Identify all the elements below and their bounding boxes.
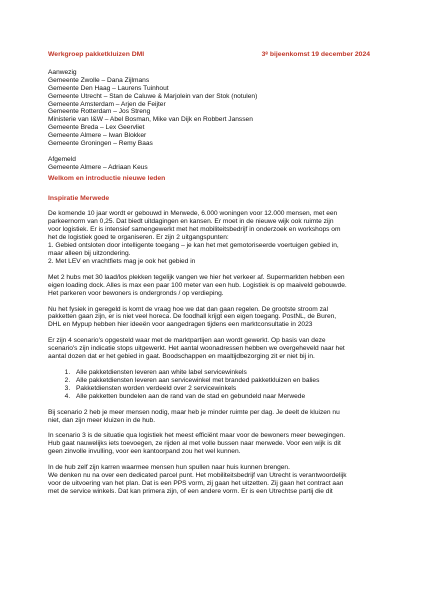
paragraph-line: eigen loading dock. Alles is max een paar 100 meter van een hub. Logistiek is op maaiveld gebouwde. (48, 281, 347, 289)
paragraph-line: De komende 10 jaar wordt er gebouwd in Merwede, 6.000 woningen voor 12.000 mensen, met een (48, 210, 338, 218)
attendee-line: Gemeente Groningen – Remy Baas (48, 140, 153, 148)
attendee-line: Gemeente Utrecht – Stan de Caluwe & Marjolein van der Stok (notulen) (48, 92, 258, 100)
paragraph-scenario-3 (48, 432, 380, 456)
list-item: 3. Pakketdiensten worden verdeeld over 2 servicewinkels (72, 385, 380, 393)
attendee-line: Gemeente Zwolle – Dana Zijlmans (48, 76, 150, 84)
paragraph-line: voor de uitvoering van het plan. Dat is een PPS vorm, zij gaan het uitzetten. Zij gaan het contract aan (48, 479, 344, 487)
paragraph-hubs (48, 274, 380, 298)
paragraph-line: 2. Met LEV en vrachtfiets mag je ook het gebied in (48, 257, 196, 265)
paragraph-line: geen zinvolle invulling, voor een kantoorpand zou het wel kunnen. (48, 448, 241, 456)
attendee-line: Gemeente Rotterdam – Jos Streng (48, 108, 151, 116)
attendee-line: Gemeente Den Haag – Laurens Tuinhout (48, 84, 169, 92)
paragraph-line: DHL en Mypup hebben hier ideeën voor aangedragen tijdens een marktconsultatie in 2023 (48, 321, 313, 329)
paragraph-line: parkeernorm van 0,25. Dat biedt uitdagingen en kansen. Er moet in de nieuwe wijk ook ruimte zijn (48, 218, 334, 226)
absent-block (48, 156, 380, 172)
list-item: 1. Alle pakketdiensten leveren aan white label servicewinkels (72, 369, 380, 377)
document-header (48, 51, 380, 59)
paragraph-line: het de logistiek goed te organiseren. Er zijn 2 uitgangspunten: (48, 234, 229, 242)
paragraph-line: met de service winkels. Dat kan primera zijn, of een andere vorm. Er is een Utrechtse partij die dit (48, 487, 333, 495)
paragraph-line: Nu het fysiek in geregeld is komt de vraag hoe we dat dan gaan regelen. De grootste stroom zal (48, 305, 329, 313)
paragraph-scenarios (48, 337, 380, 361)
scenario-list (48, 369, 380, 401)
list-item: 2. Alle pakketdiensten leveren aan servicewinkel met branded pakketkluizen en balies (72, 377, 380, 385)
attendees-block (48, 69, 380, 148)
absent-line: Gemeente Almere – Adriaan Keus (48, 163, 148, 171)
document-content (48, 51, 380, 496)
paragraph-line: We denken nu na over een dedicated parcel punt. Het mobiliteitsbedrijf van Utrecht is verantwoordelijk (48, 472, 347, 480)
paragraph-line: Bij scenario 2 heb je meer mensen nodig, maar heb je minder ruimte per dag. Je deelt de kluizen nu (48, 408, 340, 416)
paragraph-line: In scenario 3 is de situatie qua logistiek het meest efficiënt maar voor de bewoners meer bewegingen. (48, 432, 346, 440)
header-meeting-date: 3ᵉ bijeenkomst 19 december 2024 (261, 51, 370, 58)
paragraph-line: In de hub zelf zijn karren waarmee mensen hun spullen naar huis kunnen brengen. (48, 464, 290, 472)
attendee-line: Ministerie van I&W – Abel Bosman, Mike van Dijk en Robbert Janssen (48, 116, 253, 124)
section-heading-welcome: Welkom en introductie nieuwe leden (48, 174, 166, 182)
paragraph-line: Er zijn 4 scenario's opgesteld waar met de marktpartijen aan wordt gewerkt. Op basis van deze (48, 337, 326, 345)
paragraph-line: Hub gaat nauwelijks iets toevoegen, ze rijden al met volle bussen naar merwede. Voor een wijk is dit (48, 440, 341, 448)
paragraph-intro (48, 210, 380, 265)
paragraph-line: Met 2 hubs met 30 laad/los plekken tegelijk vangen we hier het verkeer af. Supermarkten hebben een (48, 273, 345, 281)
paragraph-scenario-2 (48, 409, 380, 425)
paragraph-hub-karren (48, 464, 380, 496)
section-heading-inspiratie: Inspiratie Merwede (48, 194, 110, 202)
paragraph-line: 1. Gebied ontsloten door intelligente toegang – je kan het met gemotoriseerde voertuigen gebied in, (48, 242, 339, 250)
absent-title: Afgemeld (48, 155, 76, 163)
paragraph-line: aantal dozen dat er het gebied in gaat. Boodschappen en maaltijdbezorging zit er niet bij in. (48, 353, 315, 361)
attendee-line: Gemeente Breda – Lex Geervliet (48, 124, 145, 132)
paragraph-line: pakketten gaan zijn, er is niet veel horeca. De foodhall krijgt een eigen toegang. PostNL, de Buren, (48, 313, 337, 321)
paragraph-line: scenario's zijn indicatie stops uitgewerkt. Het aantal woonadressen hebben we overgeheveld naar het (48, 345, 345, 353)
paragraph-line: voor logistiek. Er is intensief samengewerkt met het mobiliteitsbedrijf in onderzoek en workshops om (48, 226, 341, 234)
attendee-line: Gemeente Almere – Iwan Blokker (48, 132, 147, 140)
paragraph-line: Het parkeren voor bewoners is ondergronds / op verdieping. (48, 289, 224, 297)
paragraph-pakketten (48, 306, 380, 330)
header-title: Werkgroep pakketkluizen DMI (48, 51, 145, 58)
list-item: 4. Alle pakketten bundelen aan de rand van de stad en gebundeld naar Merwede (72, 393, 380, 401)
attendee-line: Gemeente Amsterdam – Arjen de Feijter (48, 100, 166, 108)
paragraph-line: maar alleen bij uitzondering. (48, 250, 131, 258)
paragraph-line: niet, dan zijn meer kluizen in de hub. (48, 416, 156, 424)
attendees-title: Aanwezig (48, 68, 77, 76)
